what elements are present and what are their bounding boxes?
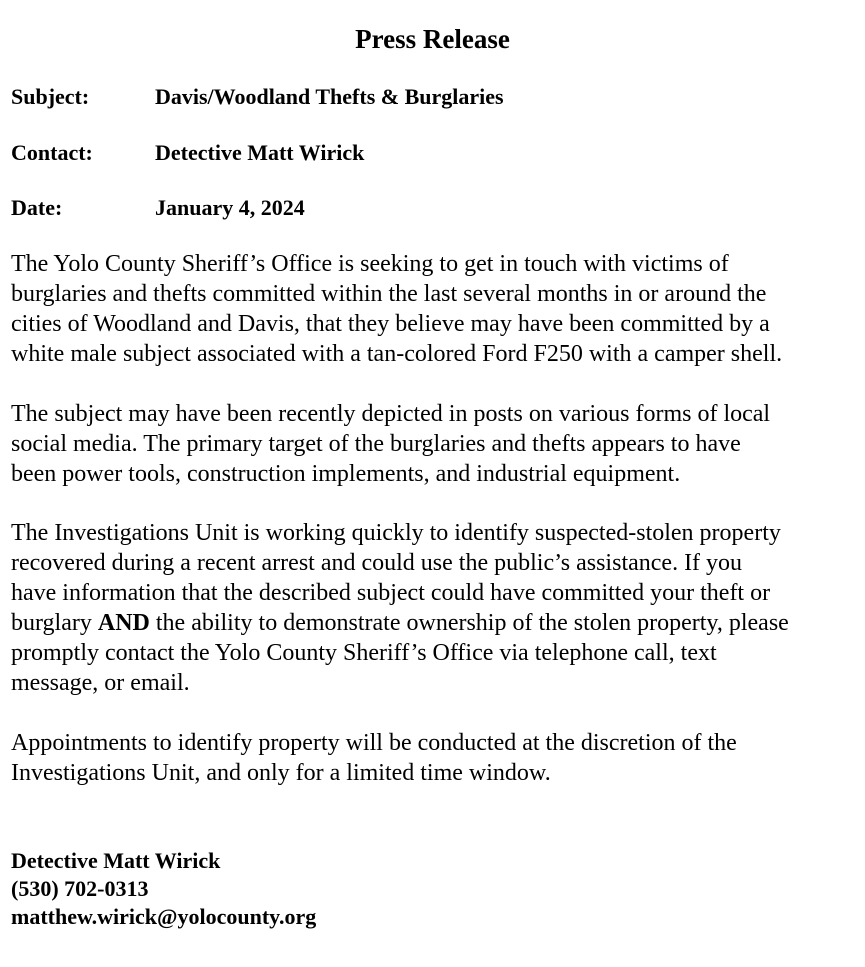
line-text: the ability to demonstrate ownership of the stolen property, please [149, 610, 789, 636]
signature-name: Detective Matt Wirick [11, 848, 221, 873]
paragraph-line [11, 608, 861, 638]
paragraph-line: promptly contact the Yolo County Sheriff’s Office via telephone call, text [11, 640, 717, 666]
paragraph-line: The subject may have been recently depicted in posts on various forms of local [11, 401, 771, 427]
paragraph-line: social media. The primary target of the burglaries and thefts appears to have [11, 431, 741, 457]
subject-label: Subject: [11, 84, 90, 109]
paragraph-line: The Yolo County Sheriff’s Office is seeking to get in touch with victims of [11, 251, 729, 277]
signature-phone: (530) 702-0313 [11, 876, 149, 901]
paragraph-line: cities of Woodland and Davis, that they believe may have been committed by a [11, 311, 770, 337]
paragraph-line: recovered during a recent arrest and could use the public’s assistance. If you [11, 550, 743, 576]
paragraph-victims [11, 249, 861, 369]
paragraph-line: white male subject associated with a tan-colored Ford F250 with a camper shell. [11, 341, 783, 367]
line-text: burglary [11, 610, 98, 636]
paragraph-line: message, or email. [11, 670, 190, 696]
document-title: Press Release [355, 24, 510, 54]
date-value: January 4, 2024 [155, 195, 305, 220]
paragraph-social-media [11, 399, 861, 489]
paragraph-line: The Investigations Unit is working quickly to identify suspected-stolen property [11, 520, 781, 546]
paragraph-line: Investigations Unit, and only for a limited time window. [11, 760, 551, 786]
subject-value: Davis/Woodland Thefts & Burglaries [155, 84, 504, 109]
paragraph-line: Appointments to identify property will be conducted at the discretion of the [11, 730, 737, 756]
paragraph-investigations [11, 518, 861, 698]
contact-label: Contact: [11, 140, 93, 165]
emphasis-and: AND [97, 610, 150, 636]
signature-email: matthew.wirick@yolocounty.org [11, 904, 317, 929]
paragraph-appointments [11, 728, 861, 788]
paragraph-line: burglaries and thefts committed within the last several months in or around the [11, 281, 767, 307]
paragraph-line: have information that the described subject could have committed your theft or [11, 580, 771, 606]
paragraph-line: been power tools, construction implements, and industrial equipment. [11, 461, 681, 487]
date-label: Date: [11, 195, 63, 220]
signature-block [11, 847, 316, 931]
contact-value: Detective Matt Wirick [155, 140, 365, 165]
